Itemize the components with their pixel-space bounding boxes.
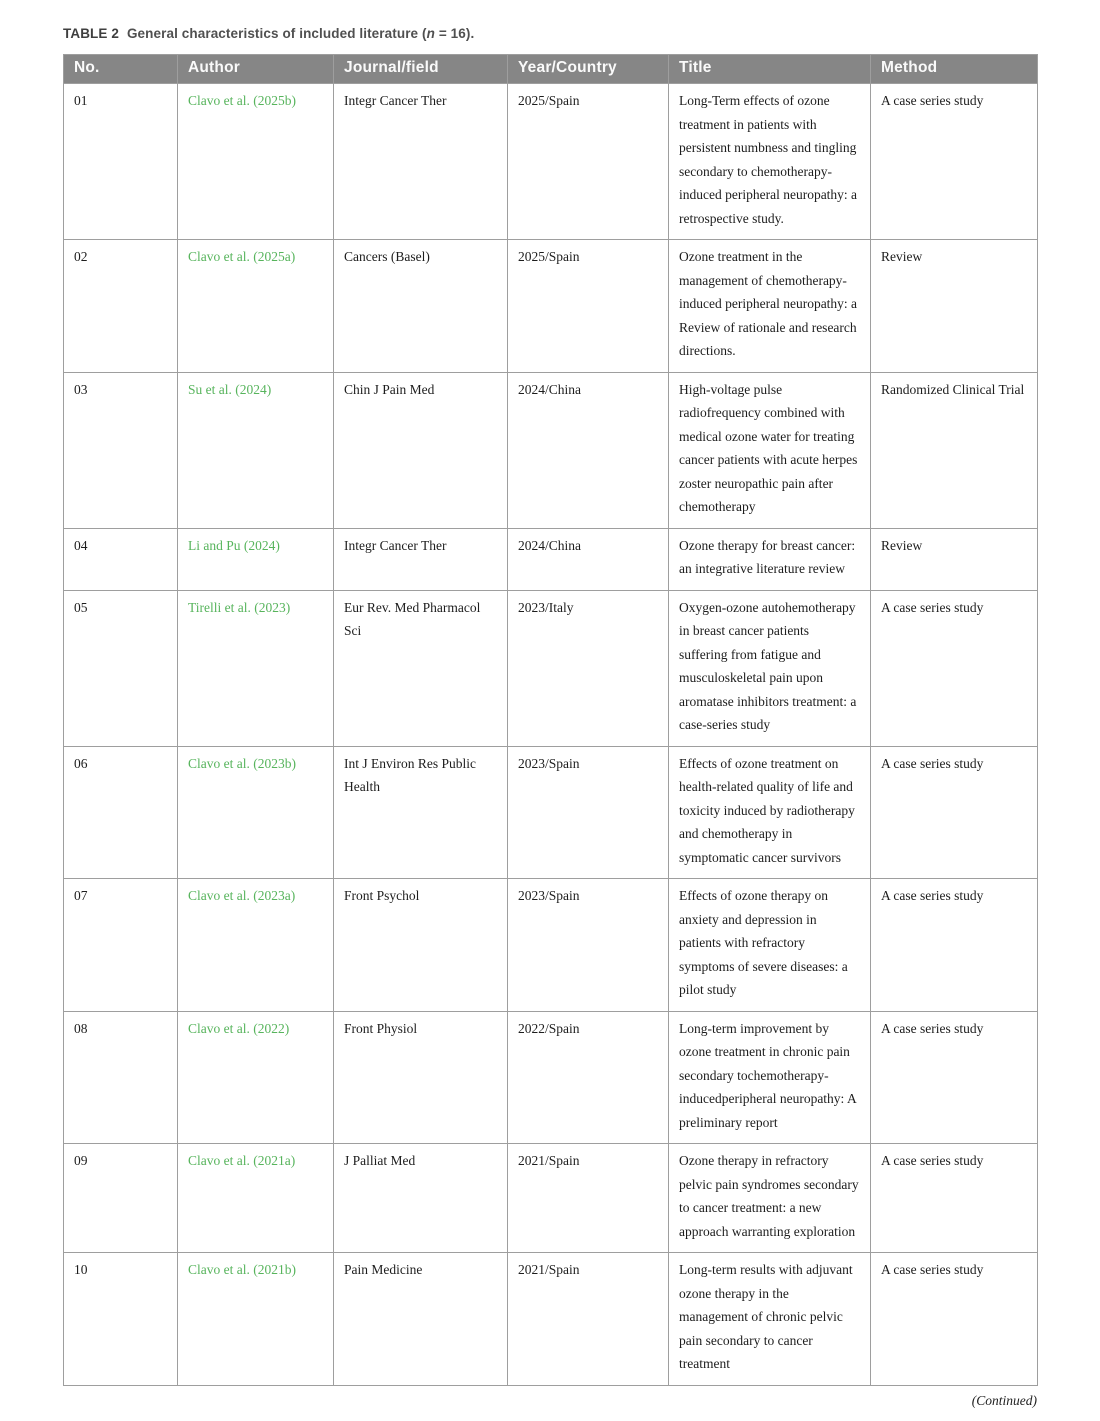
cell-title: Ozone therapy in refractory pelvic pain syndromes secondary to cancer treatment: a new approach warranting exploration (669, 1144, 871, 1253)
cell-journal: J Palliat Med (334, 1144, 508, 1253)
cell-year-country: 2025/Spain (508, 240, 669, 373)
citation-link[interactable]: Clavo et al. (2025a) (188, 249, 296, 264)
cell-author (178, 1144, 334, 1253)
cell-year-country: 2023/Italy (508, 590, 669, 746)
citation-link[interactable]: Su et al. (2024) (188, 381, 272, 397)
cell-method: A case series study (871, 1253, 1038, 1386)
table-row (64, 746, 1038, 879)
column-header-method: Method (871, 55, 1038, 84)
cell-author (178, 879, 334, 1012)
cell-title: Long-Term effects of ozone treatment in patients with persistent numbness and tingling secondary to chemotherapy-induced peripheral neuropathy: a retrospective study. (669, 84, 871, 240)
cell-author (178, 84, 334, 240)
cell-year-country: 2021/Spain (508, 1144, 669, 1253)
cell-year-country: 2023/Spain (508, 746, 669, 879)
cell-journal: Front Psychol (334, 879, 508, 1012)
header-row (64, 55, 1038, 84)
cell-no: 03 (64, 372, 178, 528)
cell-author (178, 590, 334, 746)
citation-link[interactable]: Clavo et al. (2021a) (188, 1153, 296, 1168)
column-header-title: Title (669, 55, 871, 84)
table-caption-label: TABLE 2 (63, 26, 119, 41)
table-row (64, 1253, 1038, 1386)
column-header-no: No. (64, 55, 178, 84)
table-caption (63, 26, 1037, 41)
citation-link[interactable]: Clavo et al. (2023a) (188, 888, 296, 903)
cell-journal: Integr Cancer Ther (334, 84, 508, 240)
table-row (64, 528, 1038, 590)
cell-author (178, 528, 334, 590)
table-header (64, 55, 1038, 84)
cell-author (178, 372, 334, 528)
cell-title: Ozone treatment in the management of chemotherapy-induced peripheral neuropathy: a Review of rationale and research directions. (669, 240, 871, 373)
cell-method: Review (871, 528, 1038, 590)
table-row (64, 1011, 1038, 1144)
cell-method: A case series study (871, 879, 1038, 1012)
table-body (64, 84, 1038, 1386)
cell-journal: Integr Cancer Ther (334, 528, 508, 590)
citation-link[interactable]: Li and Pu (2024) (188, 537, 280, 553)
table-row (64, 590, 1038, 746)
citation-link[interactable]: Clavo et al. (2021b) (188, 1262, 296, 1277)
citation-link[interactable]: Clavo et al. (2025b) (188, 93, 296, 108)
cell-no: 06 (64, 746, 178, 879)
cell-year-country: 2025/Spain (508, 84, 669, 240)
table-row (64, 84, 1038, 240)
table-caption-text: General characteristics of included literature ( (126, 26, 427, 41)
cell-no: 10 (64, 1253, 178, 1386)
cell-method: A case series study (871, 84, 1038, 240)
cell-no: 04 (64, 528, 178, 590)
column-header-year-country: Year/Country (508, 55, 669, 84)
cell-title: Ozone therapy for breast cancer: an integrative literature review (669, 528, 871, 590)
cell-title: Effects of ozone treatment on health-related quality of life and toxicity induced by radiotherapy and chemotherapy in symptomatic cancer survivors (669, 746, 871, 879)
cell-no: 07 (64, 879, 178, 1012)
cell-journal: Pain Medicine (334, 1253, 508, 1386)
table-row (64, 240, 1038, 373)
cell-journal: Cancers (Basel) (334, 240, 508, 373)
cell-method: A case series study (871, 1011, 1038, 1144)
cell-method: A case series study (871, 746, 1038, 879)
cell-year-country: 2021/Spain (508, 1253, 669, 1386)
cell-title: Effects of ozone therapy on anxiety and depression in patients with refractory symptoms of severe diseases: a pilot study (669, 879, 871, 1012)
cell-author (178, 746, 334, 879)
cell-no: 02 (64, 240, 178, 373)
citation-link[interactable]: Clavo et al. (2022) (188, 1020, 290, 1036)
table-row (64, 879, 1038, 1012)
cell-no: 01 (64, 84, 178, 240)
literature-table (63, 54, 1038, 1386)
cell-journal: Chin J Pain Med (334, 372, 508, 528)
cell-title: Long-term improvement by ozone treatment in chronic pain secondary tochemotherapy-inducedperipheral neuropathy: A preliminary report (669, 1011, 871, 1144)
table-caption-n: n (426, 26, 435, 41)
citation-link[interactable]: Clavo et al. (2023b) (188, 755, 296, 771)
cell-year-country: 2023/Spain (508, 879, 669, 1012)
continued-note: (Continued) (971, 1392, 1037, 1408)
cell-year-country: 2024/China (508, 528, 669, 590)
cell-method: Randomized Clinical Trial (871, 372, 1038, 528)
cell-no: 09 (64, 1144, 178, 1253)
cell-title: Long-term results with adjuvant ozone therapy in the management of chronic pelvic pain secondary to cancer treatment (669, 1253, 871, 1386)
cell-title: Oxygen-ozone autohemotherapy in breast cancer patients suffering from fatigue and musculoskeletal pain upon aromatase inhibitors treatment: a case-series study (669, 590, 871, 746)
cell-title: High-voltage pulse radiofrequency combined with medical ozone water for treating cancer patients with acute herpes zoster neuropathic pain after chemotherapy (669, 372, 871, 528)
cell-author (178, 1253, 334, 1386)
cell-journal: Int J Environ Res Public Health (334, 746, 508, 879)
column-header-author: Author (178, 55, 334, 84)
cell-method: A case series study (871, 1144, 1038, 1253)
table-row (64, 1144, 1038, 1253)
cell-journal: Eur Rev. Med Pharmacol Sci (334, 590, 508, 746)
cell-no: 05 (64, 590, 178, 746)
citation-link[interactable]: Tirelli et al. (2023) (188, 599, 291, 615)
cell-journal: Front Physiol (334, 1011, 508, 1144)
table-caption-suffix: = 16). (434, 26, 475, 41)
cell-year-country: 2022/Spain (508, 1011, 669, 1144)
table-row (64, 372, 1038, 528)
column-header-journal: Journal/field (334, 55, 508, 84)
cell-year-country: 2024/China (508, 372, 669, 528)
cell-method: Review (871, 240, 1038, 373)
cell-method: A case series study (871, 590, 1038, 746)
cell-no: 08 (64, 1011, 178, 1144)
cell-author (178, 240, 334, 373)
cell-author (178, 1011, 334, 1144)
